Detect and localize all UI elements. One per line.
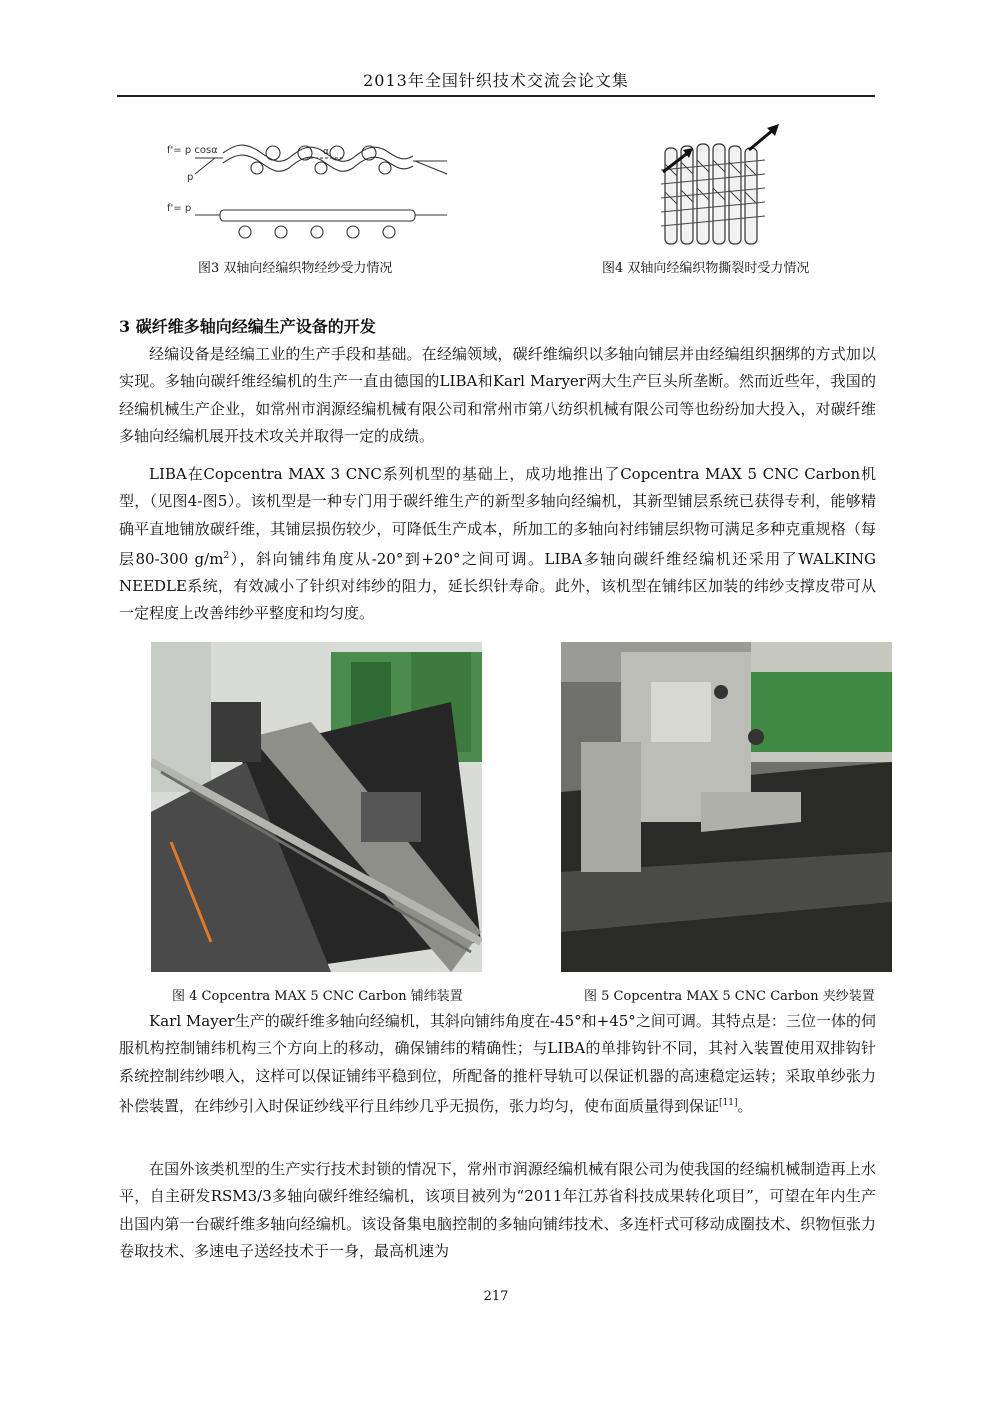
paragraph-2-superscript: 2 — [223, 550, 230, 561]
figure3-caption: 图3 双轴向经编织物经纱受力情况 — [198, 261, 393, 276]
fig3-label-top: f'= p cosα — [167, 145, 218, 156]
photo-5-image — [561, 642, 892, 972]
paragraph-4: 在国外该类机型的生产实行技术封锁的情况下，常州市润源经编机械有限公司为使我国的经编机械制造再上水平，自主研发RSM3/3多轴向碳纤维经编机，该项目被列为“2011年江苏省科技成果转化项目”，可望在年内生产出国内第一台碳纤维多轴向经编机。该设备集电脑控制的多轴向铺纬技术、多连杆式可移动成圈技术、织物恒张力卷取技术、多速电子送经技术于一身，最高机速为 — [119, 1160, 876, 1260]
figure4-svg — [645, 120, 795, 250]
running-header: 2013年全国针织技术交流会论文集 — [363, 71, 629, 90]
figure3-svg — [165, 128, 455, 246]
paragraph-3-end: 。 — [737, 1096, 753, 1115]
paragraph-1: 经编设备是经编工业的生产手段和基础。在经编领域，碳纤维编织以多轴向铺层并由经编组织捆绑的方式加以实现。多轴向碳纤维经编机的生产一直由德国的LIBA和Karl Maryer两大生产巨头所垄断。然而近些年，我国的经编机械生产企业，如常州市润源经编机械有限公司和常州市第八纺织机械有限公司等也纷纷加大投入，对碳纤维多轴向经编机展开技术攻关并取得一定的成绩。 — [119, 345, 876, 445]
figure4-diagram — [645, 120, 795, 250]
photo-4-image — [151, 642, 482, 972]
figure3-diagram — [165, 128, 455, 246]
paragraph-3 — [119, 1008, 876, 1120]
fig3-label-alpha: α — [323, 147, 329, 157]
paragraph-2-part-a: LIBA在Copcentra MAX 3 CNC系列机型的基础上，成功地推出了Copcentra MAX 5 CNC Carbon机型，（见图4-图5）。该机型是一种专门用于碳纤维生产的新型多轴向经编机，其新型铺层系统已获得专利，能够精确平直地铺放碳纤维，其铺层损伤较少，可降低生产成本，所加工的多轴向衬纬铺层织物可满足多种克重规格（每层80-300 g/m — [119, 465, 876, 568]
paragraph-3-citation: [11] — [719, 1097, 738, 1108]
photo-5-caption: 图 5 Copcentra MAX 5 CNC Carbon 夹纱装置 — [584, 989, 875, 1004]
photo-5-clamping-device — [561, 642, 892, 972]
paragraph-2 — [119, 461, 876, 628]
paragraph-3-text: Karl Mayer生产的碳纤维多轴向经编机，其斜向铺纬角度在-45°和+45°之间可调。其特点是：三位一体的伺服机构控制铺纬机构三个方向上的移动，确保铺纬的精确性；与LIBA的单排钩针不同，其衬入装置使用双排钩针系统控制纬纱喂入，这样可以保证铺纬平稳到位，所配备的推杆导轨可以保证机器的高速稳定运转；采取单纱张力补偿装置，在纬纱引入时保证纱线平行且纬纱几乎无损伤，张力均匀，使布面质量得到保证 — [119, 1012, 876, 1115]
fig3-label-bottom: f'= p — [167, 203, 192, 214]
section-heading: 3 碳纤维多轴向经编生产设备的开发 — [119, 317, 376, 336]
photo-4-caption: 图 4 Copcentra MAX 5 CNC Carbon 铺纬装置 — [172, 989, 463, 1004]
header-rule — [117, 95, 875, 97]
page-number: 217 — [483, 1289, 509, 1304]
figure4-caption: 图4 双轴向经编织物撕裂时受力情况 — [602, 261, 810, 276]
photo-4-laying-device — [151, 642, 482, 972]
fig3-label-p: p — [187, 172, 194, 183]
paragraph-2-part-b: ），斜向铺纬角度从-20°到+20°之间可调。LIBA多轴向碳纤维经编机还采用了WALKING NEEDLE系统，有效减小了针织对纬纱的阻力，延长织针寿命。此外，该机型在铺纬区加装的纬纱支撑皮带可从一定程度上改善纬纱平整度和均匀度。 — [119, 549, 876, 623]
